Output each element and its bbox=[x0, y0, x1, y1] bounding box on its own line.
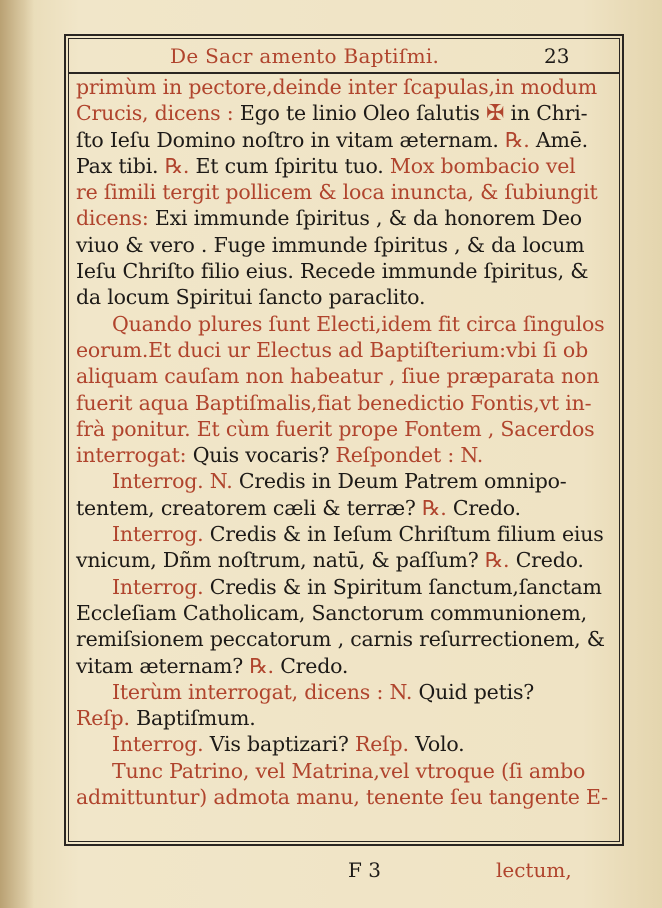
body-text: Quid petis? bbox=[418, 679, 535, 704]
body-text: vitam æternam? bbox=[76, 653, 250, 678]
rubric-text: N. bbox=[389, 679, 419, 704]
signature-mark: F 3 bbox=[348, 858, 381, 882]
body-text: Vis baptizari? bbox=[209, 732, 355, 757]
body-text: Volo. bbox=[415, 732, 465, 757]
rubric-text: Reſp. bbox=[354, 732, 416, 757]
body-text: Credis & in Ieſum Chriſtum filium eius bbox=[209, 522, 604, 547]
rubric-text: Reſp. bbox=[76, 706, 137, 731]
text-line bbox=[76, 311, 605, 337]
text-line bbox=[76, 758, 586, 784]
text-line bbox=[76, 626, 605, 652]
body-text: in Chri- bbox=[504, 101, 588, 126]
running-head: De Sacr amento Baptiſmi. bbox=[170, 44, 440, 68]
text-line bbox=[76, 416, 595, 442]
rubric-text: frà ponitur. Et cùm fuerit prope Fontem , Sacerdos bbox=[76, 416, 595, 441]
rubric-text: ℞. bbox=[422, 495, 453, 520]
body-text: Quis vocaris? bbox=[192, 443, 336, 468]
body-text: Amē. bbox=[535, 127, 588, 152]
body-text: Eccleſiam Catholicam, Sanctorum communionem, bbox=[76, 600, 587, 625]
text-line bbox=[76, 74, 597, 100]
body-text: Credo. bbox=[452, 495, 521, 520]
body-text: Ego te linio Oleo ſalutis bbox=[239, 101, 486, 126]
text-line bbox=[76, 521, 604, 547]
body-text: Exi immunde ſpiritus , & da honorem Deo bbox=[154, 206, 582, 231]
rubric-text: aliquam cauſam non habeatur , ſiue præparata non bbox=[76, 364, 600, 389]
rubric-text: re ſimili tergit pollicem & loca inuncta, & ſubiungit bbox=[76, 180, 598, 205]
text-line bbox=[76, 337, 588, 363]
text-line bbox=[76, 705, 576, 731]
rubric-text: Iterùm interrogat, dicens : bbox=[112, 679, 390, 704]
body-text: viuo & vero . Fuge immunde ſpiritus , & da locum bbox=[76, 232, 585, 257]
text-line bbox=[76, 731, 576, 757]
page-body-text bbox=[76, 74, 608, 810]
text-line bbox=[76, 363, 600, 389]
body-text: Credo. bbox=[280, 653, 349, 678]
cross-icon: ✠ bbox=[485, 101, 505, 127]
text-line bbox=[76, 284, 576, 310]
rubric-text: Quando plures ſunt Electi,idem fit circa ſingulos bbox=[112, 311, 605, 336]
text-line bbox=[76, 600, 587, 626]
text-line bbox=[76, 442, 576, 468]
text-line bbox=[76, 653, 576, 679]
text-line bbox=[76, 127, 588, 153]
text-line bbox=[76, 100, 588, 127]
rubric-text: Interrog. bbox=[112, 574, 210, 599]
rubric-text: ℞. bbox=[484, 548, 516, 573]
rubric-text: N. bbox=[209, 469, 239, 494]
rubric-text: eorum.Et duci ur Electus ad Baptiſterium:vbi ſi ob bbox=[76, 337, 588, 362]
body-text: Et cum ſpiritu tuo. bbox=[195, 153, 390, 178]
body-text: tentem, creatorem cæli & terræ? bbox=[76, 495, 423, 520]
body-text: Ieſu Chriſto filio eius. Recede immunde ſpiritus, & bbox=[76, 259, 589, 284]
text-line bbox=[76, 258, 589, 284]
text-line bbox=[76, 495, 576, 521]
text-line bbox=[76, 784, 608, 810]
rubric-text: Interrog. bbox=[112, 732, 210, 757]
body-text: Credis & in Spiritum ſanctum,ſanctam bbox=[209, 574, 602, 599]
rubric-text: Interrog. bbox=[112, 469, 210, 494]
page-number: 23 bbox=[544, 44, 570, 68]
rubric-text: ℞. bbox=[505, 127, 536, 152]
text-line bbox=[76, 153, 576, 179]
rubric-text: interrogat: bbox=[76, 443, 193, 468]
body-text: Baptiſmum. bbox=[136, 706, 256, 731]
rubric-text: admittuntur) admota manu, tenente ſeu tangente E- bbox=[76, 785, 608, 810]
body-text: vnicum, Dñm noſtrum, natū, & paſſum? bbox=[76, 548, 485, 573]
rubric-text: primùm in pectore,deinde inter ſcapulas,in modum bbox=[76, 75, 597, 99]
rubric-text: fuerit aqua Baptiſmalis,fiat benedictio Fontis,vt in- bbox=[76, 390, 592, 415]
rubric-text: N. bbox=[460, 443, 484, 468]
body-text: Credo. bbox=[515, 548, 584, 573]
rubric-text: ℞. bbox=[249, 653, 281, 678]
text-line bbox=[76, 679, 576, 705]
text-line bbox=[76, 468, 576, 494]
rubric-text: Tunc Patrino, vel Matrina,vel vtroque (ſi ambo bbox=[112, 758, 586, 783]
rubric-text: Interrog. bbox=[112, 522, 210, 547]
text-line bbox=[76, 390, 592, 416]
catchword: lectum, bbox=[496, 858, 572, 882]
rubric-text: Mox bombacio vel bbox=[389, 153, 576, 178]
body-text: Credis in Deum Patrem omnipo- bbox=[238, 469, 567, 494]
rubric-text: Reſpondet : bbox=[335, 443, 461, 468]
text-line bbox=[76, 574, 602, 600]
body-text: ſto Ieſu Domino noſtro in vitam æternam. bbox=[76, 127, 506, 152]
body-text: Pax tibi. bbox=[76, 153, 165, 178]
body-text: remiſsionem peccatorum , carnis reſurrectionem, & bbox=[76, 627, 605, 652]
text-line bbox=[76, 547, 584, 573]
page-gutter bbox=[0, 0, 34, 908]
body-text: da locum Spiritui ſancto paraclito. bbox=[76, 285, 426, 310]
rubric-text: ℞. bbox=[164, 153, 196, 178]
text-line bbox=[76, 179, 598, 205]
text-line bbox=[76, 232, 585, 258]
rubric-text: Crucis, dicens : bbox=[76, 101, 240, 126]
rubric-text: dicens: bbox=[76, 206, 155, 231]
text-line bbox=[76, 205, 582, 231]
